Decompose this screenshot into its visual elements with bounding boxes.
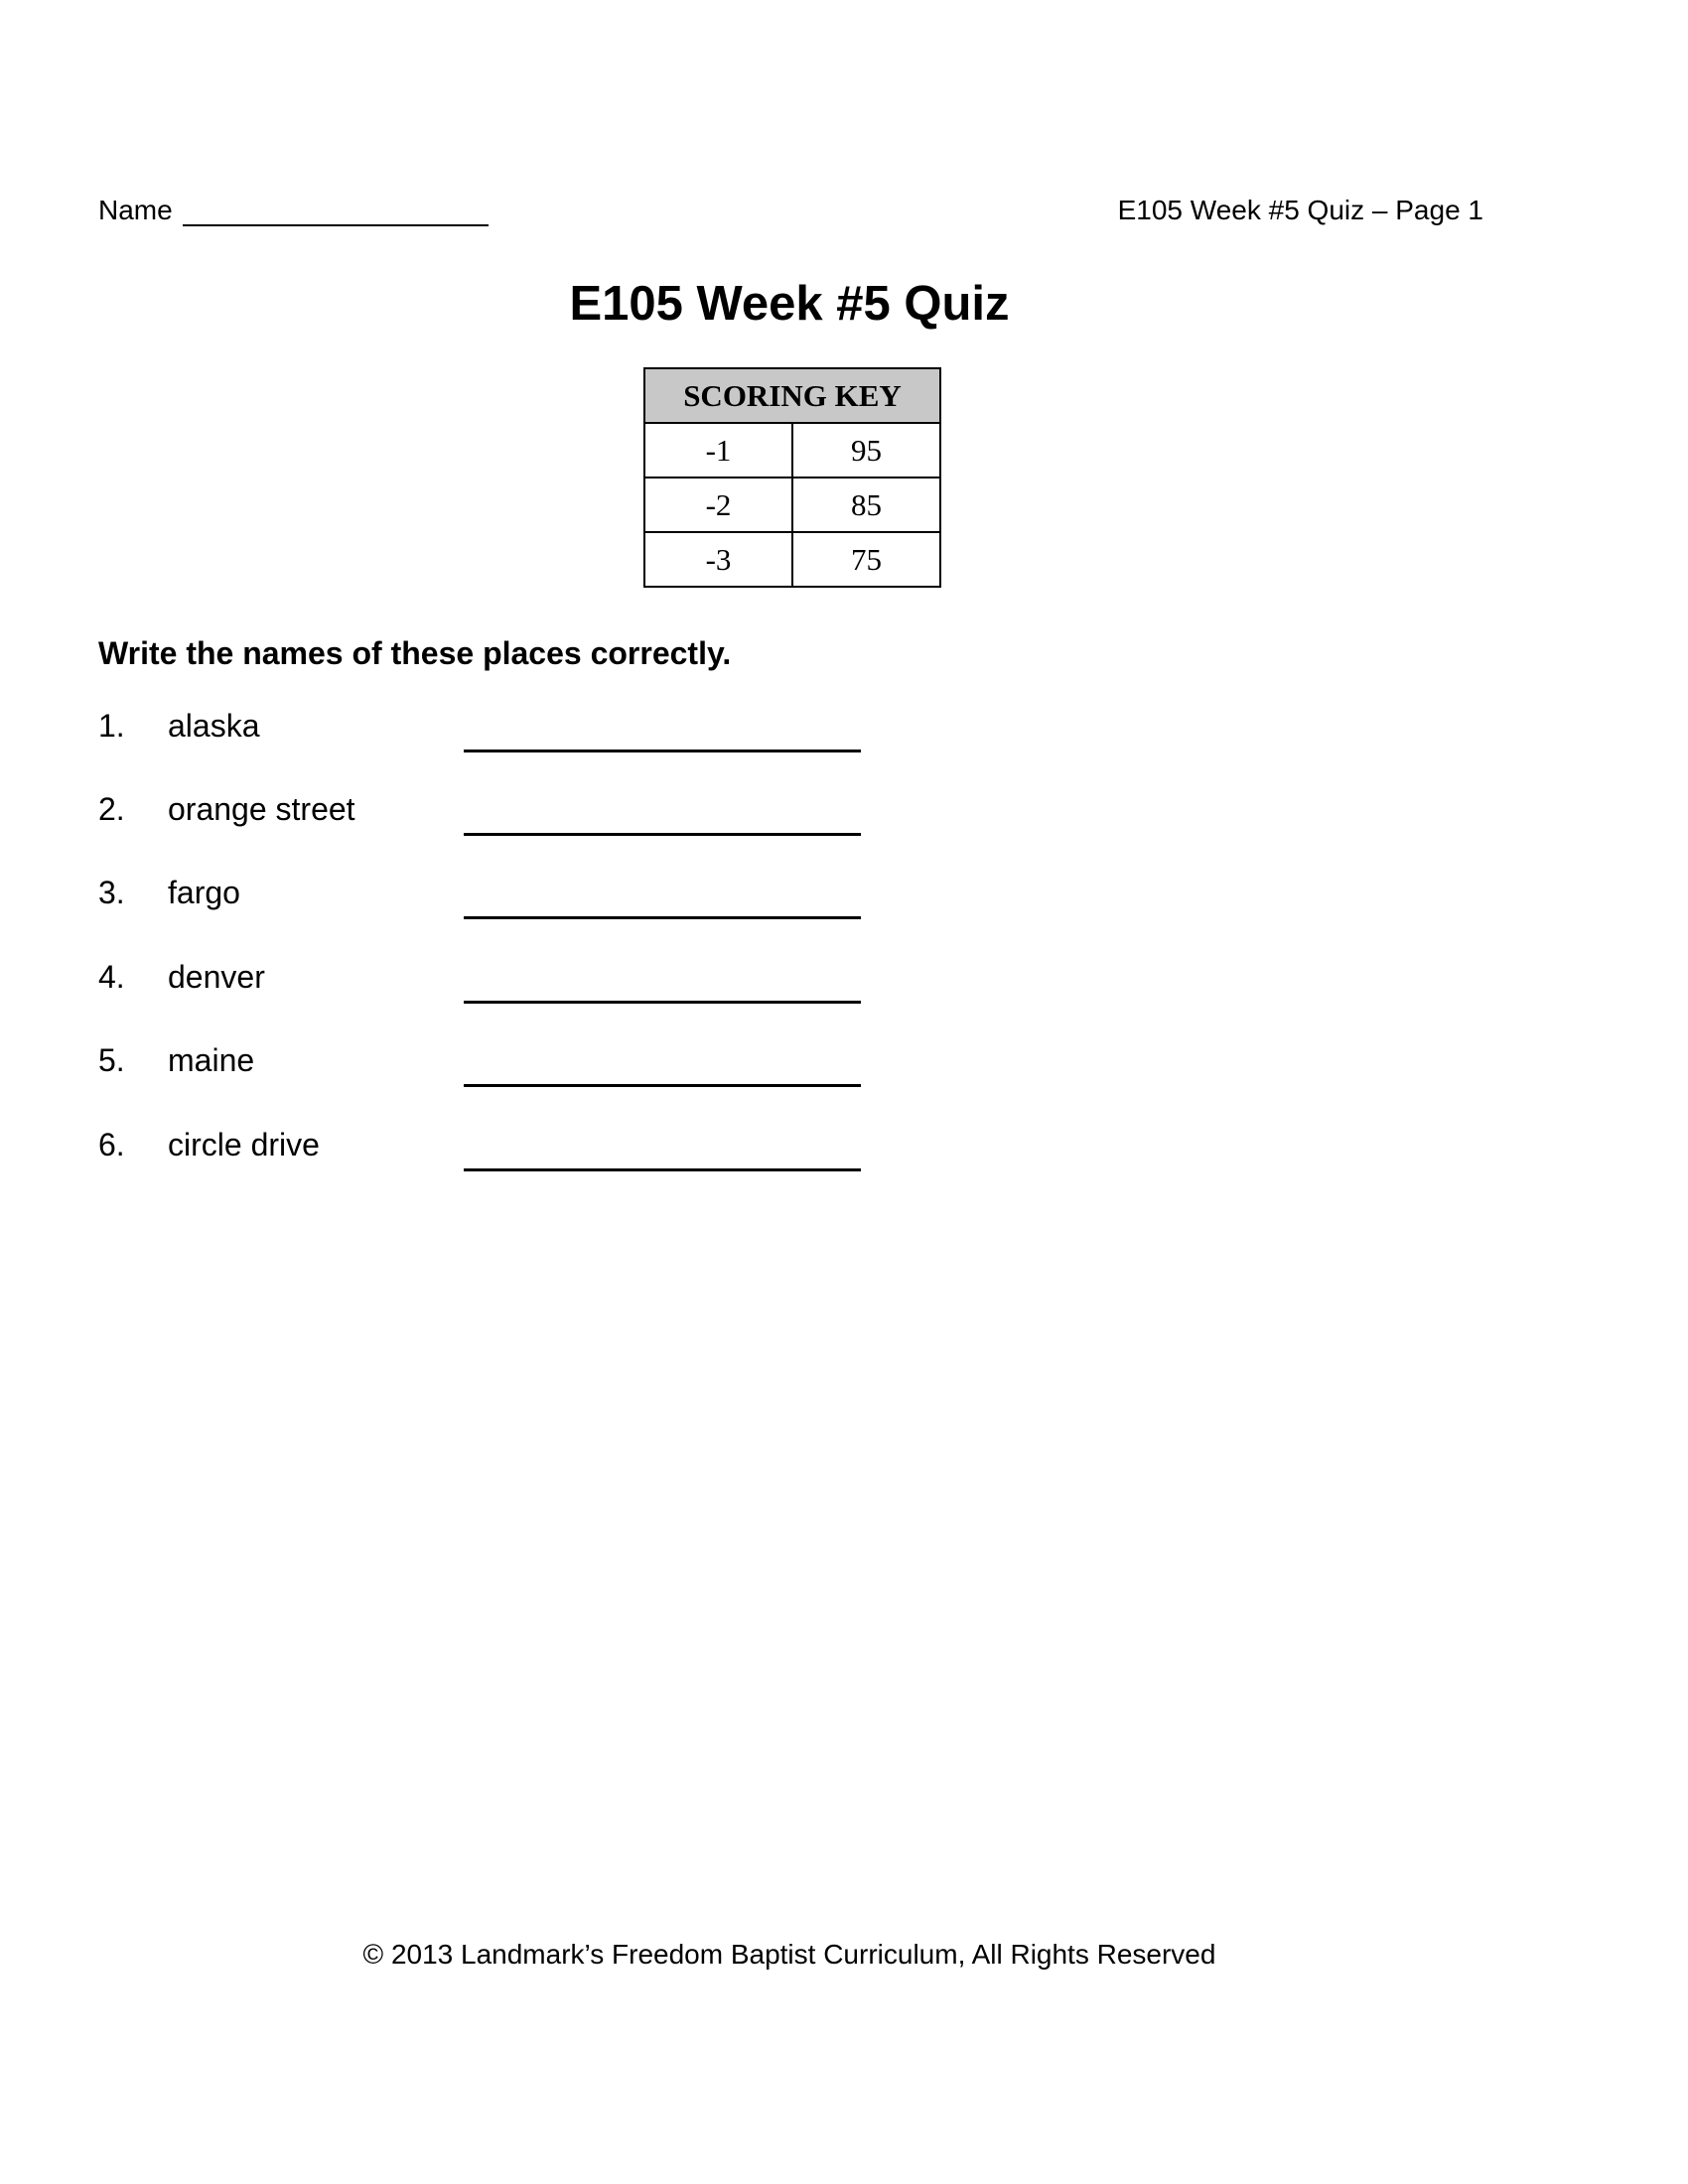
question-number: 1.: [98, 708, 125, 744]
scoring-row: [644, 478, 940, 532]
scoring-row: [644, 423, 940, 478]
answer-line[interactable]: [464, 916, 861, 919]
missed-cell: -2: [644, 478, 792, 532]
answer-line[interactable]: [464, 1084, 861, 1087]
question-item: [98, 875, 893, 924]
page-label: E105 Week #5 Quiz – Page 1: [1117, 195, 1483, 225]
score-cell: 75: [792, 532, 940, 587]
answer-line[interactable]: [464, 750, 861, 752]
question-item: [98, 791, 893, 841]
scoring-row: [644, 532, 940, 587]
question-item: [98, 959, 893, 1009]
question-word: alaska: [168, 708, 260, 744]
question-item: [98, 708, 893, 757]
question-number: 3.: [98, 875, 125, 910]
question-word: orange street: [168, 791, 355, 827]
question-number: 5.: [98, 1042, 125, 1078]
question-word: fargo: [168, 875, 240, 910]
missed-cell: -3: [644, 532, 792, 587]
question-number: 4.: [98, 959, 125, 995]
answer-line[interactable]: [464, 833, 861, 836]
name-field: [98, 195, 489, 226]
question-item: [98, 1042, 893, 1092]
name-blank-line[interactable]: [183, 197, 489, 226]
question-word: denver: [168, 959, 265, 995]
missed-cell: -1: [644, 423, 792, 478]
name-label: Name: [98, 195, 173, 225]
answer-line[interactable]: [464, 1001, 861, 1004]
question-number: 6.: [98, 1127, 125, 1162]
score-cell: 95: [792, 423, 940, 478]
score-cell: 85: [792, 478, 940, 532]
question-word: circle drive: [168, 1127, 320, 1162]
scoring-key-table: [643, 367, 941, 588]
question-number: 2.: [98, 791, 125, 827]
instruction-text: Write the names of these places correctly.: [98, 635, 732, 671]
answer-line[interactable]: [464, 1168, 861, 1171]
page-title: E105 Week #5 Quiz: [569, 277, 1010, 331]
question-item: [98, 1127, 893, 1176]
scoring-key-heading: SCORING KEY: [644, 368, 940, 423]
copyright-footer: © 2013 Landmark’s Freedom Baptist Curriculum, All Rights Reserved: [362, 1939, 1216, 1970]
question-word: maine: [168, 1042, 255, 1078]
